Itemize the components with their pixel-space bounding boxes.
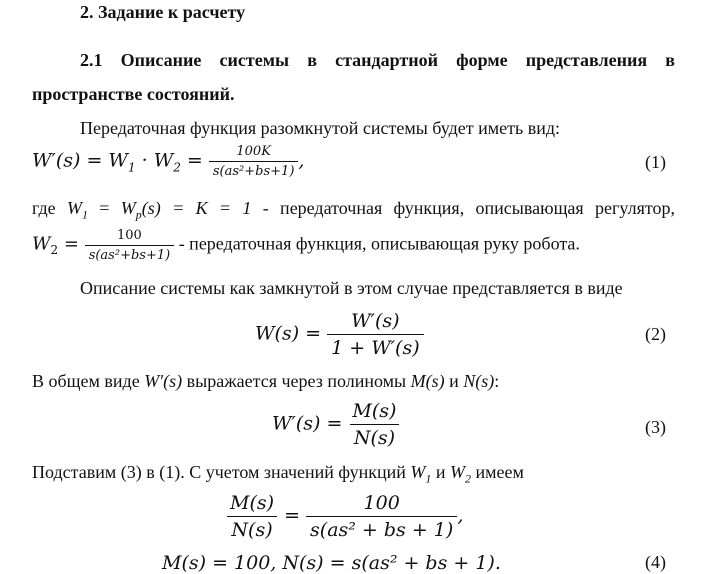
subsection-heading-line2: пространстве состояний. [32,84,235,104]
equation-2: W(s) = $\frac{W'(s)}{1 + W'(s)}$ [255,310,424,359]
equation-number-3: (3) [645,417,666,437]
paragraph-polynomials: В общем виде W′(s) выражается через полиномы M(s) и N(s): [32,371,500,391]
equation-number-4: (4) [645,552,666,572]
paragraph-robot-arm: $W_2$ = $\frac{100}{\text{s(as²+bs+1)}}$ - передаточная функция, описывающая руку робота. [32,228,580,263]
equation-1: $W'(s) = W_1 \cdot W_2$ = $\frac{100K}{\text{s(as²+bs+1)}}$ , [32,144,305,179]
section-heading: 2. Задание к расчету [80,2,246,22]
paragraph-open-loop-intro: Передаточная функция разомкнутой системы будет иметь вид: [80,118,561,138]
paragraph-closed-loop-intro: Описание системы как замкнутой в этом случае представляется в виде [80,278,623,298]
equation-3: W′(s) = $\frac{M(s)}{N(s)}$ [272,400,400,449]
paragraph-regulator: где $W_1 = W_p(s) = K = 1$ - передаточная функция, описывающая регулятор, [32,198,676,222]
equation-number-1: (1) [645,152,666,172]
equation-substituted: $\frac{M(s)}{N(s)}$ = $\frac{100}{\text{s(as² + bs + 1)}}$ , [226,492,463,541]
paragraph-substitution: Подставим (3) в (1). С учетом значений функций $W_1$ и $W_2$ имеем [32,462,524,486]
equation-number-2: (2) [645,324,666,344]
subsection-heading-line1: 2.1 Описание системы в стандартной форме представления в [80,50,675,70]
equation-4-partial: M(s) = 100, N(s) = s(as² + bs + 1). [162,552,501,574]
